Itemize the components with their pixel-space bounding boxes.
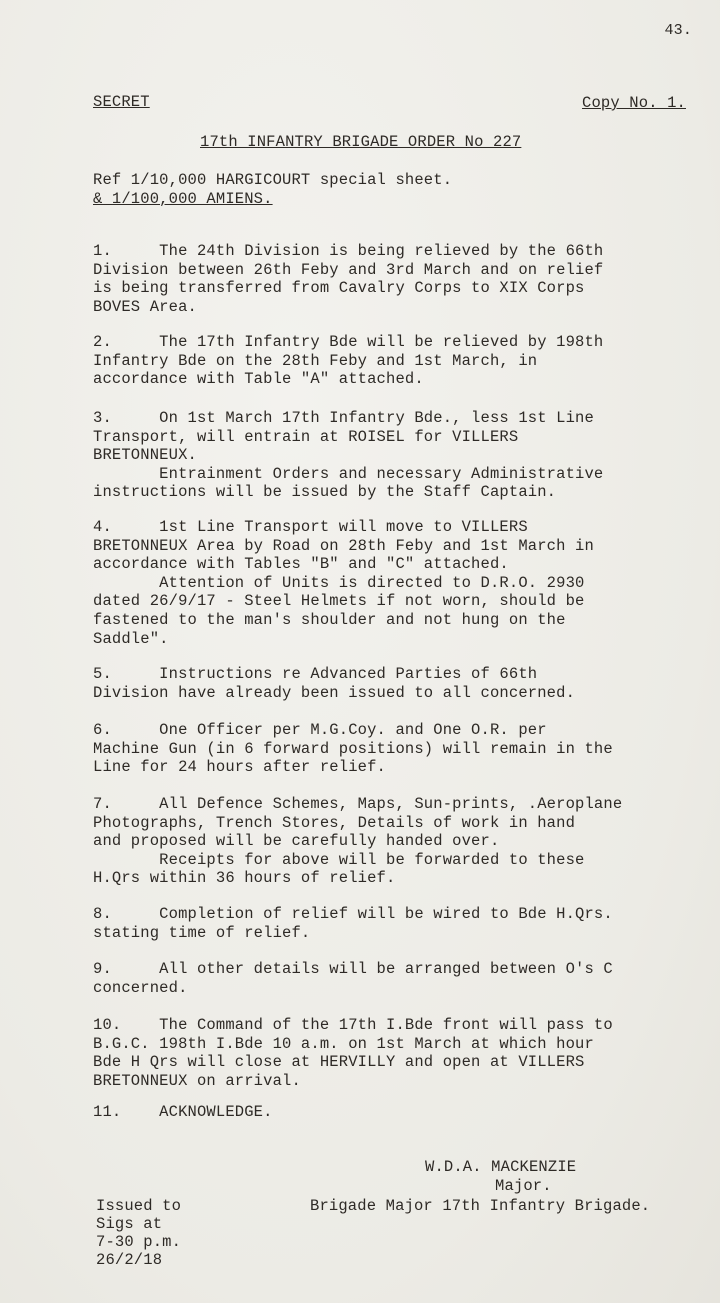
- page-number: 43.: [664, 22, 692, 39]
- issued-line-2: Sigs at: [96, 1215, 163, 1233]
- paragraph-10: 10. The Command of the 17th I.Bde front will pass to B.G.C. 198th I.Bde 10 a.m. on 1st March at which hour Bde H Qrs will close at HERVILLY and open at VILLERS BRETONNEUX on arrival.: [93, 1016, 613, 1090]
- signatory-rank: Major.: [495, 1177, 552, 1195]
- order-title: 17th INFANTRY BRIGADE ORDER No 227: [200, 133, 522, 151]
- paragraph-2: 2. The 17th Infantry Bde will be relieved by 198th Infantry Bde on the 28th Feby and 1st March, in accordance with Table "A" attached.: [93, 333, 604, 389]
- paragraph-9: 9. All other details will be arranged between O's C concerned.: [93, 960, 613, 997]
- classification-label: SECRET: [93, 93, 150, 111]
- paragraph-8: 8. Completion of relief will be wired to Bde H.Qrs. stating time of relief.: [93, 905, 613, 942]
- issued-line-4: 26/2/18: [96, 1251, 163, 1269]
- paragraph-11: 11. ACKNOWLEDGE.: [93, 1103, 273, 1121]
- paragraph-1: 1. The 24th Division is being relieved by the 66th Division between 26th Feby and 3rd March and on relief is being transferred from Cavalry Corps to XIX Corps BOVES Area.: [93, 242, 604, 316]
- paragraph-7: 7. All Defence Schemes, Maps, Sun-prints, .Aeroplane Photographs, Trench Stores, Details of work in hand and proposed will be carefully handed over. Receipts for above will be forwarded to these H.Qrs within 36 hours of relief.: [93, 795, 623, 888]
- signatory-name: W.D.A. MACKENZIE: [425, 1158, 577, 1176]
- issued-line-1: Issued to: [96, 1197, 182, 1215]
- copy-number: Copy No. 1.: [582, 94, 686, 112]
- map-reference: [93, 171, 452, 208]
- paragraph-4: 4. 1st Line Transport will move to VILLERS BRETONNEUX Area by Road on 28th Feby and 1st March in accordance with Tables "B" and "C" attached. Attention of Units is directed to D.R.O. 2930 dated 26/9/17 - Steel Helmets if not worn, should be fastened to the man's shoulder and not hung on the Saddle".: [93, 518, 594, 648]
- signatory-appointment: Brigade Major 17th Infantry Brigade.: [310, 1197, 651, 1215]
- map-reference-line-1: Ref 1/10,000 HARGICOURT special sheet.: [93, 171, 453, 189]
- paragraph-6: 6. One Officer per M.G.Coy. and One O.R. per Machine Gun (in 6 forward positions) will remain in the Line for 24 hours after relief.: [93, 721, 613, 777]
- map-reference-line-2: & 1/100,000 AMIENS.: [93, 189, 273, 208]
- paragraph-5: 5. Instructions re Advanced Parties of 66th Division have already been issued to all concerned.: [93, 665, 576, 702]
- issued-line-3: 7-30 p.m.: [96, 1233, 182, 1251]
- paragraph-3: 3. On 1st March 17th Infantry Bde., less 1st Line Transport, will entrain at ROISEL for VILLERS BRETONNEUX. Entrainment Orders and necessary Administrative instructions will be issued by the Staff Captain.: [93, 409, 604, 502]
